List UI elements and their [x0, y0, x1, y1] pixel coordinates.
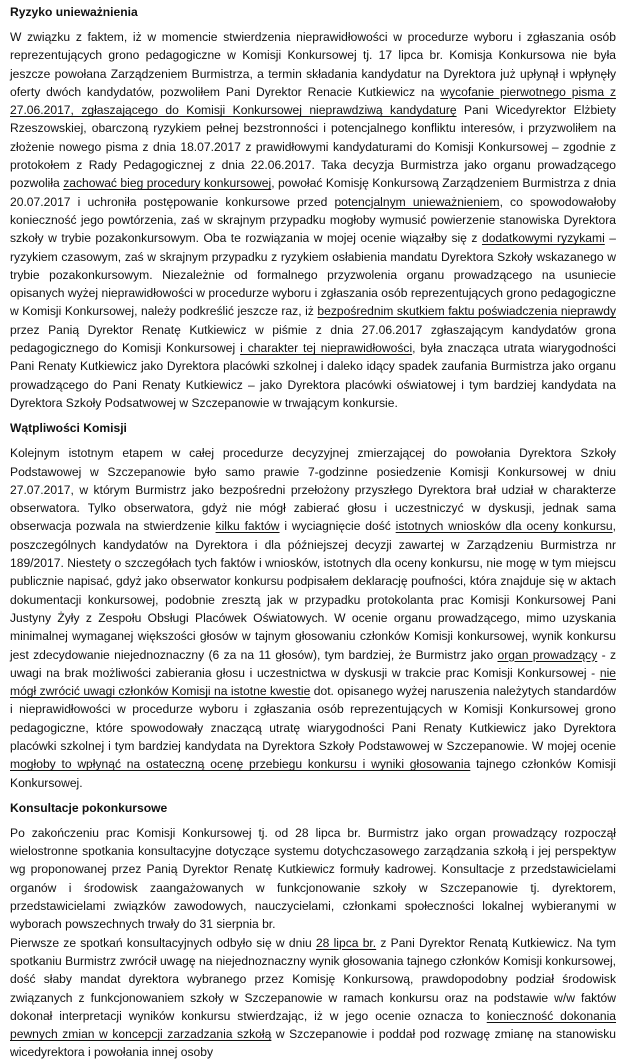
text-run: dot. opisanego wyżej naruszenia należytych standardów i nieprawidłowości w procedurze wyboru i zgłaszania osób reprezentujących w Komisji Konkursowej grono pedagogiczne, które spowodowały znaczącą utratę wiarygodności Pani Renaty Kutkiewicz jako Dyrektora placówki szkolnej i tym bardziej kandydata na Dyrektora Szkoły Podstawowej w Szczepanowie. W mojej ocenie [10, 684, 616, 753]
section-heading: Wątpliwości Komisji [10, 421, 127, 436]
underlined-text: 28 lipca br. [315, 935, 377, 950]
text-run: w Szczepanowie i poddał pod rozwagę zmianę na stanowisku wicedyrektora i powołania innej osoby [10, 1027, 616, 1060]
underlined-text: i charakter tej nieprawidłowości [240, 341, 413, 356]
section-konsultacje-pokonkursowe [10, 799, 616, 1062]
underlined-text: organ prowadzący [497, 647, 598, 662]
text-run: i wyciagnięcie dość [279, 519, 396, 534]
paragraph [10, 934, 616, 1062]
text-run: Po zakończeniu prac Komisji Konkursowej tj. od 28 lipca br. Burmistrz jako organ prowadzący rozpoczął wielostronne spotkania konsultacyjne dotyczące systemu dotychczasowego zarządzania szkołą i jej perspektyw wg proponowanej przez Panią Dyrektor Renatę Kutkiewicz formuły kadrowej. Konsultacje z przedstawicielami organów i środowisk zaangażowanych w funkcjonowanie szkoły w Szczepanowie tj. dyrektorem, przedstawicielami związków zawodowych, nauczycielami, członkami społeczności lokalnej wybieranymi w wyborach powszechnych trwały do 31 sierpnia br. [10, 825, 616, 932]
text-run: przez Panią Dyrektor Renatę Kutkiewicz w piśmie z dnia 27.06.2017 zgłaszającym kandydatów grona pedagogicznego do Komisji Konkursowej [10, 322, 616, 356]
section-heading: Ryzyko unieważnienia [10, 5, 138, 19]
text-run: , co spowodowałoby konieczność jego powtórzenia, zaś w skrajnym przypadku mogłoby wymusić powierzenie stanowiska Dyrektora szkoły w trybie pozakonkursowym. Oba te rozwiązania w mojej ocenie wiązałby się z [10, 194, 616, 246]
text-run: , była znacząca utrata wiarygodności Pani Renaty Kutkiewicz jako Dyrektora placówki szkolnej i daleko idący spadek zaufania Burmistrza jako organu prowadzącego do Pani Renaty Kutkiewicz – jako Dyrektora placówki oświatowej i tym bardziej kandydata na Dyrektora Szkoły Podsatwowej w Szczepanowie w trwającym konkursie. [10, 341, 616, 410]
paragraph [10, 28, 616, 412]
text-run: – ryzykiem czasowym, zaś w skrajnym przypadku z ryzykiem osłabienia mandatu Dyrektora Szkoły wskazanego w trybie pozakonkursowym. Niezależnie od formalnego przyzwolenia organu prowadzącego na usuniecie opisanych wyżej nieprawidłowości w procedurze wyboru i zgłaszania osób reprezentujących grono pedagogiczne w Komisji Konkursowej, należy podkreślić jeszcze raz, iż [10, 231, 616, 319]
text-run: Pierwsze ze spotkań konsultacyjnych odbyło się w dniu [10, 935, 316, 950]
underlined-text: istotnych wniosków dla oceny konkursu [395, 519, 613, 534]
underlined-text: bezpośrednim skutkiem faktu poświadczenia nieprawdy [317, 304, 616, 319]
text-run: Pani Wicedyrektor Elżbiety Rzeszowskiej, obarczoną ryzykiem pełnej bezstronności i potencjalnego konfliktu interesów, i przyzwoliłem na złożenie nowego pisma z dnia 18.07.2017 z prawidłowymi kandydaturami do Komisji Konkursowej – zgodnie z protokołem z Rady Pedagogicznej z dnia 22.06.2017. Taka decyzja Burmistrza jako organu prowadzącego pozwoliła [10, 103, 616, 191]
underlined-text: dodatkowymi ryzykami [481, 231, 605, 246]
text-run: tajnego członków Komisji Konkursowej. [10, 757, 616, 790]
underlined-text: konieczność dokonania pewnych zmian w koncepcji zarzadzania szkołą [10, 1008, 617, 1042]
section-watpliwosci-komisji [10, 419, 616, 792]
text-run: , powołać Komisję Konkursową Zarządzeniem Burmistrza z dnia 20.07.2017 i uchroniła postępowanie konkursowe przed [10, 176, 616, 209]
paragraph [10, 824, 616, 934]
text-run: W związku z faktem, iż w momencie stwierdzenia nieprawidłowości w procedurze wyboru i zgłaszania osób reprezentujących grono pedagogiczne w Komisji Konkursowej tj. 17 lipca br. Komisja Konkursowa nie była jeszcze powołana Zarządzeniem Burmistrza, a termin składania kandydatur na Dyrektora już upłynął i wpłynęły oferty dwóch kandydatów, pozwoliłem Pani Dyrektor Renacie Kutkiewicz na [10, 30, 616, 99]
underlined-text: mogłoby to wpłynąć na ostateczną ocenę przebiegu konkursu i wyniki głosowania [10, 757, 471, 772]
text-run: - z uwagi na brak możliwości zabierania głosu i uczestnictwa w dyskusji w trakcie prac Komisji Konkursowej - [10, 647, 616, 680]
underlined-text: potencjalnym unieważnieniem [334, 194, 500, 209]
text-run: Kolejnym istotnym etapem w całej procedurze decyzyjnej zmierzającej do powołania Dyrektora Szkoły Podstawowej w Szczepanowie było samo prawie 7-godzinne posiedzenie Komisji Konkursowej w dniu 27.07.2017, w którym Burmistrz jako bezpośredni przełożony przyszłego Dyrektora brał udział w charakterze obserwatora. Tylko obserwatora, gdyż nie mógł zabierać głosu i uczestniczyć w dyskusji, jednak sama obserwacja pozwala na stwierdzenie [10, 446, 616, 534]
section-ryzyko-uniewaznienia [10, 3, 616, 412]
text-run: z Pani Dyrektor Renatą Kutkiewicz. Na tym spotkaniu Burmistrz zwrócił uwagę na niejednoznaczny wynik głosowania tajnego członków Komisji konkursowej, dość słaby mandat dyrektora wybranego przez Komisję Konkursową, prawdopodobny podział środowisk związanych z funkcjonowaniem szkoły w Szczepanowie w ramach konkursu oraz na podstawie w/w faktów dokonał interpretacji wyników konkursu stwierdzając, iż w jego ocenie oznacza to [10, 935, 616, 1023]
underlined-text: nie mógł zwrócić uwagi członków Komisji na istotne kwestie [10, 665, 616, 699]
text-run: , poszczególnych kandydatów na Dyrektora i dla późniejszej decyzji zawartej w Zarządzeniu Burmistrza nr 189/2017. Niestety o szczegółach tych faktów i wniosków, istotnych dla oceny konkursu, nie mogę w tym miejscu publicznie napisać, gdyż jako obserwator konkursu podpisałem deklarację poufności, która znajduje się w aktach dokumentacji konkursowej, podobnie zresztą jak w przypadku protokolanta prac Komisji Konkursowej Pani Justyny Żyły z Zespołu Obsługi Placówek Oświatowych. W ocenie organu prowadzącego, mimo uzyskania minimalnej wymaganej większości głosów w tajnym głosowaniu członków Komisji konkursowej, wynik konkursu jest zdecydowanie niejednoznaczny (6 za na 11 głosów), tym bardziej, że Burmistrz jako [10, 519, 616, 662]
underlined-text: wycofanie pierwotnego pisma z 27.06.2017, zgłaszającego do Komisji Konkursowej nieprawdziwą kandydaturę [10, 84, 616, 118]
section-heading: Konsultacje pokonkursowe [10, 800, 168, 815]
underlined-text: kilku faktów [215, 519, 280, 534]
underlined-text: zachować bieg procedury konkursowej [63, 176, 272, 191]
paragraph [10, 444, 616, 792]
